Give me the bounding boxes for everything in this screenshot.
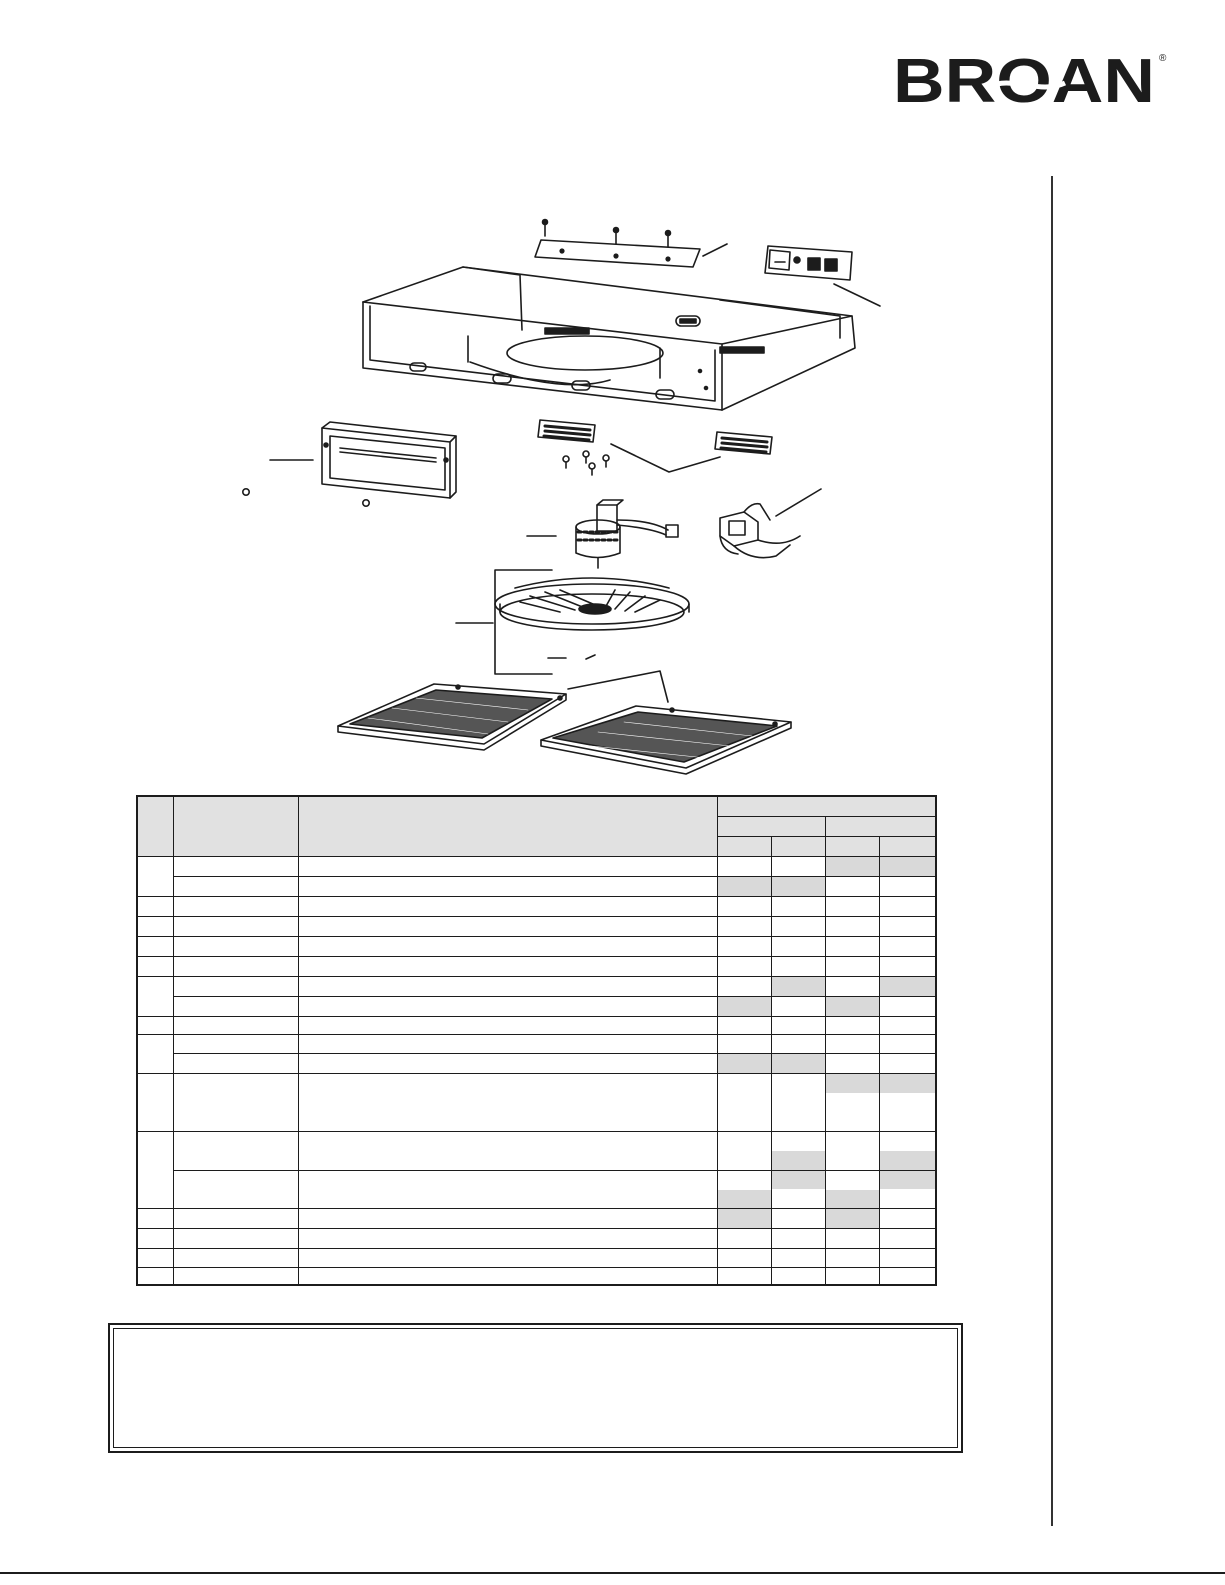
table-cell (880, 857, 935, 876)
blower-wheel-assembly (495, 578, 689, 659)
damper-screws (563, 451, 609, 475)
table-cell (826, 997, 879, 1016)
table-cell (880, 1074, 935, 1093)
table-cell (826, 1074, 879, 1093)
note-box (108, 1323, 963, 1453)
range-hood-exploded-view-icon (0, 0, 1225, 780)
damper-right (715, 432, 772, 454)
table-header-ref (138, 797, 173, 856)
table-cell (880, 977, 935, 996)
registered-mark: ® (1159, 53, 1167, 64)
brand-name: BROAN (893, 51, 1155, 109)
table-cell (718, 997, 771, 1016)
control-switch-panel (765, 246, 852, 280)
table-cell (772, 877, 825, 896)
bottom-rule (0, 1572, 1225, 1574)
callout-line (611, 444, 720, 472)
callout-line (568, 671, 668, 702)
top-cover-plate (535, 220, 700, 268)
duct-connector (243, 422, 456, 506)
table-cell (718, 1190, 771, 1228)
note-box-inner (113, 1328, 958, 1448)
grease-filter-right (541, 706, 791, 774)
damper-left (538, 420, 595, 442)
table-cell (826, 1190, 879, 1228)
grease-filter-left (338, 684, 566, 750)
table-cell (772, 977, 825, 996)
table-cell (718, 1054, 771, 1073)
table-cell (718, 877, 771, 896)
hood-housing (363, 267, 855, 410)
table-cell (772, 1054, 825, 1073)
table-header-description (299, 797, 717, 856)
table-header-models (718, 797, 937, 856)
table-cell (826, 857, 879, 876)
callout-line (776, 489, 821, 516)
parts-list-table (136, 795, 937, 1286)
blower-motor (576, 500, 678, 568)
callout-line (834, 284, 880, 306)
transformer-harness (720, 504, 800, 558)
callout-line (703, 244, 727, 256)
table-header-part-number (174, 797, 298, 856)
